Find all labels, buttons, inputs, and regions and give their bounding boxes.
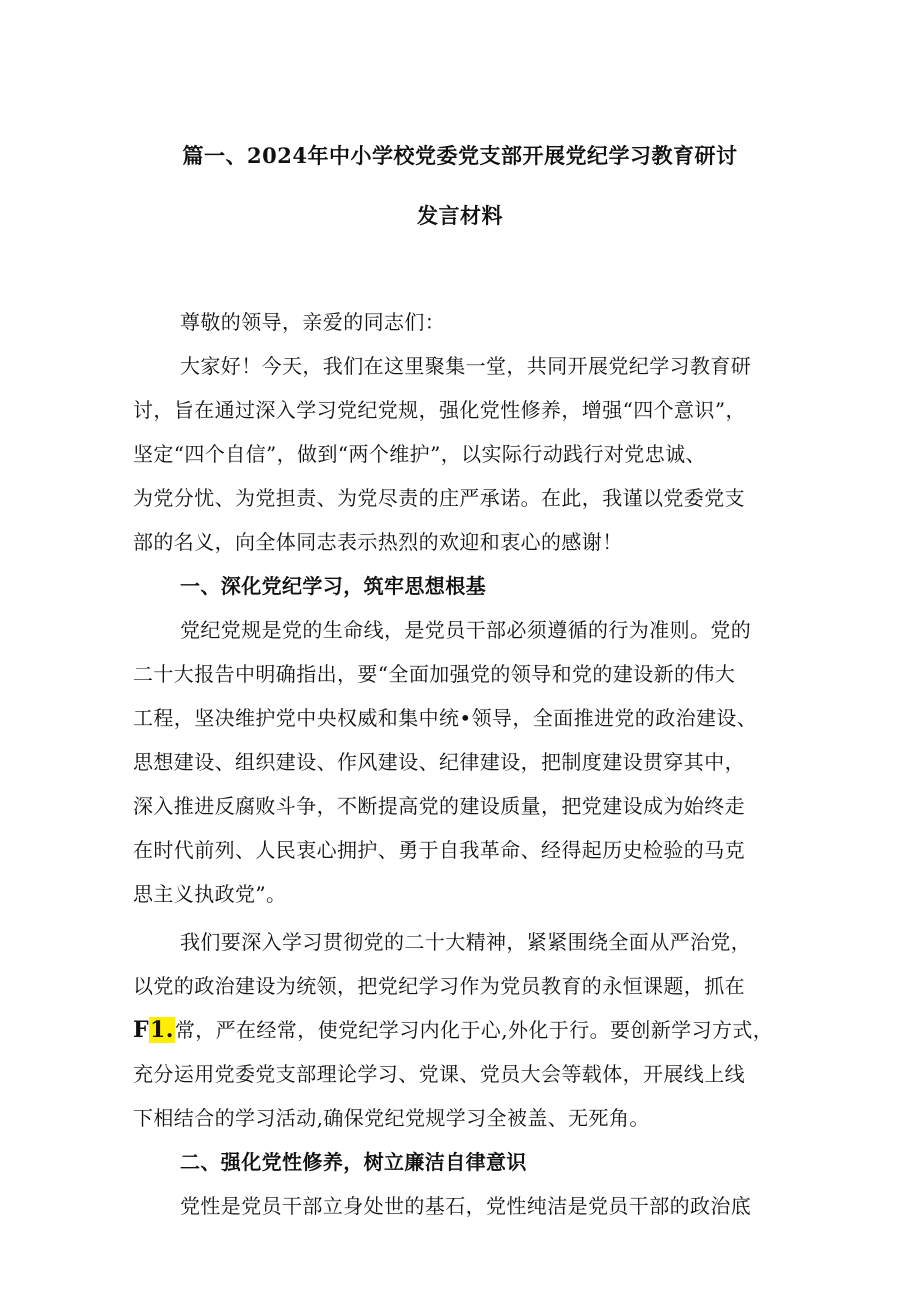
paragraph-line-rest: 常，严在经常，使党纪学习内化于心,外化于行。要创新学习方式，: [174, 1018, 774, 1042]
paragraph-line-with-marker: [133, 1014, 773, 1043]
paragraph-line: 坚定“四个自信”，做到“两个维护”，以实际行动践行对党忠诚、: [133, 442, 706, 466]
paragraph-line: 我们要深入学习贯彻党的二十大精神，紧紧围绕全面从严治党，: [180, 930, 752, 954]
paragraph-line: 讨，旨在通过深入学习党纪党规，强化党性修养，增强“四个意识”，: [133, 398, 746, 422]
paragraph-line: 工程，坚决维护党中央权威和集中统•领导，全面推进党的政治建设、: [133, 706, 758, 730]
document-title-line-2: 发言材料: [417, 203, 503, 228]
paragraph-line: 部的名义，向全体同志表示热烈的欢迎和衷心的感谢！: [133, 530, 623, 554]
highlighted-marker: 1.: [150, 1017, 174, 1043]
paragraph-line: 党性是党员干部立身处世的基石，党性纯洁是党员干部的政治底: [180, 1194, 752, 1218]
paragraph-line: 大家好！今天，我们在这里聚集一堂，共同开展党纪学习教育研: [180, 354, 752, 378]
paragraph-line: 党纪党规是党的生命线，是党员干部必须遵循的行为准则。党的: [180, 618, 752, 642]
section-heading-1: 一、深化党纪学习，筑牢思想根基: [180, 574, 486, 598]
paragraph-line: 为党分忧、为党担责、为党尽责的庄严承诺。在此，我谨以党委党支: [133, 486, 745, 510]
salutation: 尊敬的领导，亲爱的同志们：: [180, 310, 446, 334]
paragraph-line: 深入推进反腐败斗争，不断提高党的建设质量，把党建设成为始终走: [133, 794, 745, 818]
paragraph-line: 以党的政治建设为统领，把党纪学习作为党员教育的永恒课题，抓在: [133, 974, 745, 998]
paragraph-line: 思想建设、组织建设、作风建设、纪律建设，把制度建设贯穿其中，: [133, 750, 745, 774]
document-title-line-1: 篇一、2024年中小学校党委党支部开展党纪学习教育研讨: [182, 143, 738, 168]
paragraph-line: 充分运用党委党支部理论学习、党课、党员大会等载体，开展线上线: [133, 1062, 745, 1086]
paragraph-line: 思主义执政党”。: [133, 882, 287, 906]
paragraph-line: 在时代前列、人民衷心拥护、勇于自我革命、经得起历史检验的马克: [133, 838, 745, 862]
paragraph-line: 二十大报告中明确指出，要“全面加强党的领导和党的建设新的伟大: [133, 662, 736, 686]
section-heading-2: 二、强化党性修养，树立廉洁自律意识: [180, 1150, 527, 1174]
marker-prefix: F: [133, 1017, 150, 1043]
paragraph-line: 下相结合的学习活动,确保党纪党规学习全被盖、无死角。: [133, 1106, 650, 1130]
